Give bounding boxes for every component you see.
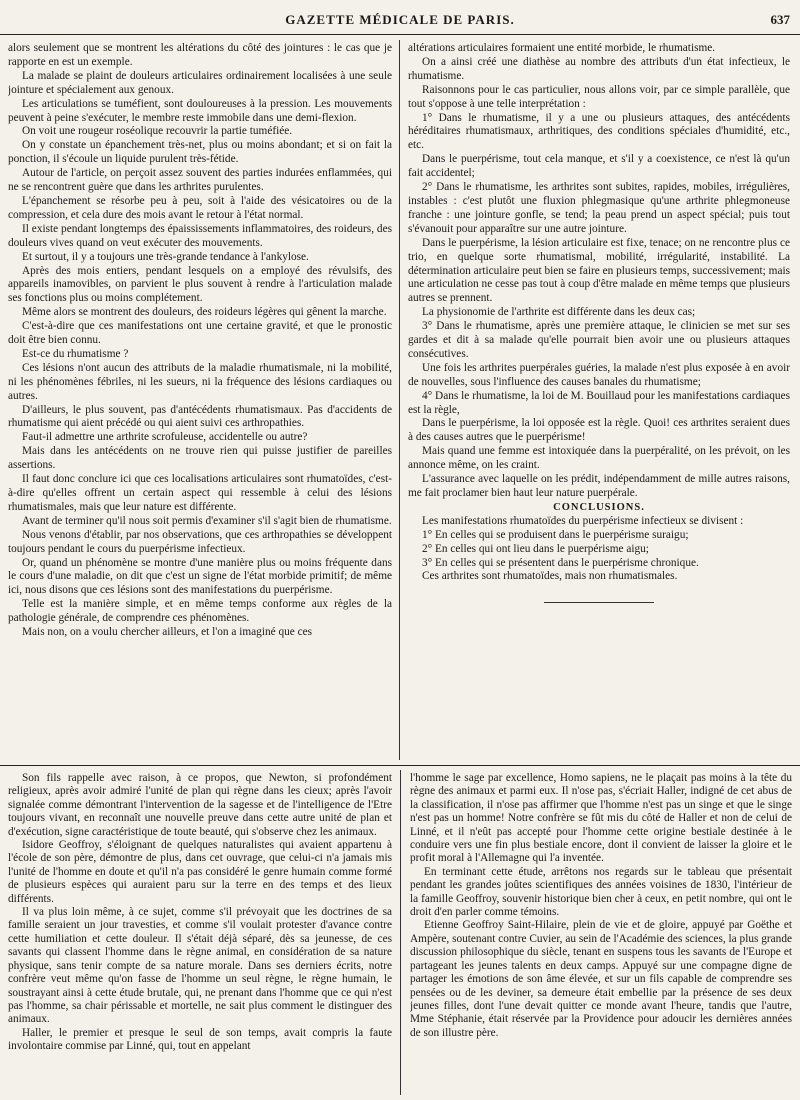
page-header	[0, 0, 800, 36]
paragraph: Et surtout, il y a toujours une très-grande tendance à l'ankylose.	[22, 250, 309, 263]
conclusion-item: 2° En celles qui ont lieu dans le puerpérisme aigu;	[422, 542, 649, 555]
paragraph: Isidore Geoffroy, s'éloignant de quelques naturalistes qui avaient appartenu à l'école de son père, démontre de plus, dans cet ouvrage, que celui-ci n'a jamais mis l'unité de l'homme en doute et qu'il n'a pas considéré le genre humain comme formé de plusieurs espèces qui auraient paru sur la terre en des temps et des lieux différents.	[8, 839, 392, 905]
paragraph: 1° Dans le rhumatisme, il y a une ou plusieurs attaques, des antécédents héréditaires rhumatismaux, arthritiques, des conditions spéciales d'humidité, etc., etc.	[408, 111, 790, 152]
paragraph: C'est-à-dire que ces manifestations ont une certaine gravité, et que le pronostic doit être bien connu.	[8, 320, 392, 347]
page-number: 637	[770, 12, 790, 27]
paragraph: Raisonnons pour le cas particulier, nous allons voir, par ce simple parallèle, que tout s'oppose à une telle interprétation :	[408, 83, 790, 110]
paragraph: Même alors se montrent des douleurs, des roideurs légères qui gênent la marche.	[22, 306, 387, 319]
paragraph: Les manifestations rhumatoïdes du puerpérisme infectieux se divisent :	[422, 514, 744, 527]
conclusion-item: 1° En celles qui se produisent dans le puerpérisme suraigu;	[422, 528, 689, 541]
end-rule	[544, 602, 654, 603]
paragraph: Haller, le premier et presque le seul de son temps, avait compris la faute involontaire commise par Linné, qui, tout en appelant	[8, 1026, 392, 1053]
paragraph: Mais non, on a voulu chercher ailleurs, et l'on a imaginé que ces	[22, 626, 313, 639]
feuilleton-divider	[0, 765, 800, 766]
paragraph: 4° Dans le rhumatisme, la loi de M. Bouillaud pour les manifestations cardiaques est la règle,	[408, 389, 790, 416]
paragraph: Telle est la manière simple, et en même temps conforme aux règles de la pathologie générale, de comprendre ces phénomènes.	[8, 598, 392, 625]
paragraph: L'assurance avec laquelle on les prédit, indépendamment de mille autres raisons, me fait proclamer bien haut leur nature puerpérale.	[408, 473, 790, 499]
paragraph: Avant de terminer qu'il nous soit permis d'examiner s'il s'agit bien de rhumatisme.	[22, 514, 392, 527]
paragraph: Il faut donc conclure ici que ces localisations articulaires sont rhumatoïdes, c'est-à-dire qu'elles offrent un certain aspect qui ressemble à celui des lésions rhumatismales, mais que leur nature est différente.	[8, 473, 392, 513]
paragraph: La physionomie de l'arthrite est différente dans les deux cas;	[422, 306, 696, 319]
paragraph: 3° Dans le rhumatisme, après une première attaque, le clinicien se met sur ses gardes et dit à sa malade qu'elle pourrait bien avoir une ou plusieurs attaques consécutives.	[408, 320, 790, 360]
conclusion-item: 3° En celles qui se présentent dans le puerpérisme chronique.	[422, 556, 699, 569]
paragraph: La malade se plaint de douleurs articulaires ordinairement localisées à une seule jointure et spécialement aux genoux.	[8, 69, 392, 96]
paragraph: Est-ce du rhumatisme ?	[22, 347, 129, 360]
paragraph: Dans le puerpérisme, la loi opposée est la règle. Quoi! ces arthrites seraient dues à des causes autres que le puerpérisme!	[408, 417, 790, 444]
feuilleton-column-divider	[400, 770, 401, 1095]
feuilleton-right-column	[410, 772, 792, 1094]
paragraph: altérations articulaires formaient une entité morbide, le rhumatisme.	[408, 42, 716, 54]
paragraph: Ces lésions n'ont aucun des attributs de la maladie rhumatismale, ni la mobilité, ni les phénomènes fébriles, ni les sueurs, ni la fréquence des lésions cardiaques ou autres.	[8, 361, 392, 402]
paragraph: En terminant cette étude, arrêtons nos regards sur le tableau que présentait pendant les grandes joûtes scientifiques des années voisines de 1830, l'intérieur de la famille Geoffroy, souvenir historique bien cher à ceux, en petit nombre, qui ont le droit d'en parler comme témoins.	[410, 865, 792, 919]
paragraph: Mais dans les antécédents on ne trouve rien qui puisse justifier de pareilles assertions.	[8, 445, 392, 472]
paragraph: Nous venons d'établir, par nos observations, que ces arthropathies se développent toujours pendant le cours du puerpérisme infectieux.	[8, 528, 392, 555]
paragraph: Il existe pendant longtemps des épaississements inflammatoires, des roideurs, des douleurs vives quand on veut exécuter des mouvements.	[8, 222, 392, 249]
paragraph: On voit une rougeur roséolique recouvrir la partie tuméfiée.	[22, 125, 293, 138]
column-divider	[399, 40, 400, 760]
paragraph: Dans le puerpérisme, la lésion articulaire est fixe, tenace; on ne rencontre plus ce trio, en quelque sorte rhumatismal, mobilité, irrégularité, instabilité. La détermination articulaire peut bien se faire en plusieurs temps, successivement; mais une articulation ne cesse pas tout à coup d'être malade en même temps que plusieurs autres se prennent.	[408, 236, 790, 305]
journal-title: GAZETTE MÉDICALE DE PARIS.	[285, 12, 515, 27]
paragraph: Etienne Geoffroy Saint-Hilaire, plein de vie et de gloire, appuyé par Goëthe et Ampère, soutenant contre Cuvier, au sein de l'Académie des sciences, la plus grande discussion philosophique du siècle, tenant en suspens tous les savants de l'Europe et partageant les jeunes talents en deux camps. Appuyé sur une compagne digne de partager les émotions de son âme élevée, et sur un fils capable de comprendre ses pensées ou de les deviner, sa demeure était embellie par la présence de ses deux jeunes filles, dont l'une devait quitter ce monde avant l'heure, tandis que l'autre, Mme Stéphanie, était réservée par la Providence pour adoucir les dernières années de son illustre père.	[410, 919, 792, 1039]
paragraph: Ces arthrites sont rhumatoïdes, mais non rhumatismales.	[422, 570, 678, 583]
right-column	[408, 42, 790, 760]
paragraph: On y constate un épanchement très-net, plus ou moins abondant; et si on fait la ponction, il s'écoule un liquide purulent très-fétide.	[8, 139, 392, 166]
paragraph: Les articulations se tuméfient, sont douloureuses à la pression. Les mouvements peuvent à peine s'exécuter, le membre reste immobile dans une demi-flexion.	[8, 97, 392, 124]
paragraph: On a ainsi créé une diathèse au nombre des attributs d'un état infectieux, le rhumatisme.	[408, 55, 790, 82]
paragraph: Dans le puerpérisme, tout cela manque, et s'il y a coexistence, ce n'est là qu'un fait accidentel;	[408, 153, 790, 180]
conclusions-heading: CONCLUSIONS.	[553, 501, 645, 513]
paragraph: Après des mois entiers, pendant lesquels on a employé des révulsifs, des appareils inamovibles, on parvient le plus souvent à rendre à l'articulation malade ses fonctions plus ou moins complétement.	[8, 264, 392, 305]
left-column	[8, 42, 392, 760]
paragraph: 2° Dans le rhumatisme, les arthrites sont subites, rapides, mobiles, irrégulières, instables : c'est plutôt une fluxion phlegmasique qu'une arthrite phlegmoneuse franche : une jointure gonfle, se tend; la peau prend un aspect spécial; puis tout s'évanouit pour apparaître sur une autre jointure.	[408, 181, 790, 235]
paragraph: Son fils rappelle avec raison, à ce propos, que Newton, si profondément religieux, après avoir admiré l'unité de plan qui règne dans les cieux; après l'avoir signalée comme démontrant l'intervention de la sagesse et de l'intelligence de l'Etre toujours vivant, en reconnaît une nouvelle preuve dans cette autre unité de plan et d'exécution, signe caractéristique de toute beauté, qui s'observe chez les animaux.	[8, 772, 392, 838]
paragraph: Autour de l'article, on perçoit assez souvent des parties indurées enflammées, qui ne se rencontrent guère que dans les arthrites purulentes.	[8, 167, 392, 194]
paragraph: Or, quand un phénomène se montre d'une manière plus ou moins fréquente dans le cours d'une maladie, on dit que c'est un signe de l'état morbide primitif; de même ici, nous disons que ces lésions sont des manifestations du puerpérisme.	[8, 556, 392, 597]
paragraph: alors seulement que se montrent les altérations du côté des jointures : le cas que je rapporte en est un exemple.	[8, 42, 392, 68]
paragraph: Mais quand une femme est intoxiquée dans la puerpéralité, on les prévoit, on les annonce même, on les craint.	[408, 445, 790, 472]
feuilleton-left-column	[8, 772, 392, 1094]
paragraph: Il va plus loin même, à ce sujet, comme s'il prévoyait que les doctrines de sa famille seraient un jour travesties, et comme s'il voulait protester d'avance contre cette humiliation et cette douleur. Il s'était déjà séparé, dès sa jeunesse, de ces savants qui classent l'homme dans le règne animal, en considération de sa nature physique, sans tenir compte de sa nature morale. Dans ses derniers écrits, notre confrère veut même qu'on fasse de l'homme un seul règne, le règne humain, le soustrayant ainsi à cette étude brutale, qui, ne prenant dans l'homme que ce qui n'est pas l'homme, sa chair périssable et mortelle, ne sait plus comment le distinguer des animaux.	[8, 906, 392, 1026]
header-rule	[0, 34, 800, 35]
paragraph: D'ailleurs, le plus souvent, pas d'antécédents rhumatismaux. Pas d'accidents de rhumatisme qui aient précédé ou qui aient suivi ces arthropathies.	[8, 403, 392, 430]
paragraph: Faut-il admettre une arthrite scrofuleuse, accidentelle ou autre?	[22, 431, 308, 444]
paragraph: Une fois les arthrites puerpérales guéries, la malade n'est plus exposée à en avoir de nouvelles, sous l'influence des causes banales du rhumatisme;	[408, 361, 790, 388]
paragraph: l'homme le sage par excellence, Homo sapiens, ne le plaçait pas moins à la tête du règne des animaux et parmi eux. Il n'ose pas, s'écriait Haller, indigné de cet abus de la classification, il n'ose pas affirmer que l'homme n'est pas un singe et que le singe n'est pas un homme! Notre confrère se fût mis du côté de Haller et non de celui de Linné, et il n'eût pas accepté pour l'homme cette origine bestiale destinée à le conduire vers une fin plus bestiale encore, dont il convient de laisser la gloire et le profit moral à l'Allemagne qui l'a inventée.	[410, 772, 792, 865]
paragraph: L'épanchement se résorbe peu à peu, soit à l'aide des vésicatoires ou de la compression, et cela dure des mois avant le retour à l'état normal.	[8, 194, 392, 221]
